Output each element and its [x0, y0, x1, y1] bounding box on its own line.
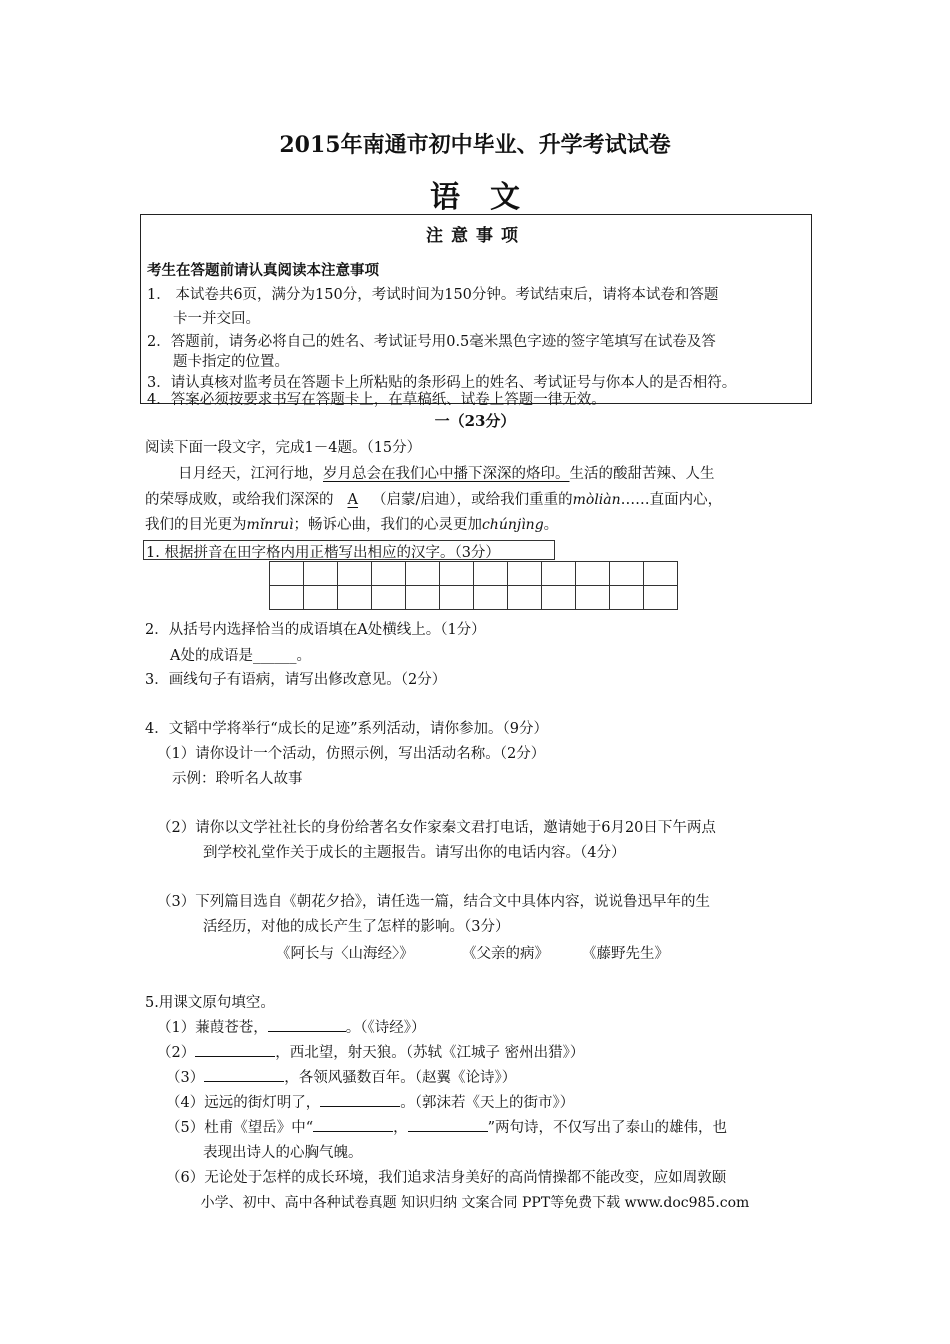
grid-row	[270, 586, 678, 610]
passage-line-3	[145, 513, 558, 534]
q5-text: （4）远远的街灯明了，	[166, 1095, 321, 1111]
fill-blank[interactable]	[408, 1117, 488, 1132]
question-5-3	[166, 1066, 516, 1087]
character-grid	[269, 561, 678, 610]
grid-cell[interactable]	[644, 586, 678, 610]
subject-title: 语文	[430, 180, 550, 215]
grid-cell[interactable]	[610, 586, 644, 610]
question-2-answer-line: A处的成语是______。	[170, 648, 311, 664]
grid-cell[interactable]	[508, 562, 542, 586]
passage-text: 。	[543, 517, 559, 533]
passage-text: （启蒙/启迪），或给我们重重的	[371, 492, 573, 508]
underlined-sentence: 岁月总会在我们心中播下深深的烙印。	[323, 466, 570, 482]
passage-text: 生活的酸甜苦辣、人生	[569, 466, 715, 482]
grid-cell[interactable]	[474, 562, 508, 586]
passage-line-1	[178, 462, 715, 483]
grid-cell[interactable]	[372, 562, 406, 586]
question-4-3-cont: 活经历，对他的成长产生了怎样的影响。（3分）	[203, 919, 510, 935]
question-4-1: （1）请你设计一个活动，仿照示例，写出活动名称。（2分）	[157, 746, 546, 762]
passage-text: 我们的目光更为	[145, 517, 247, 533]
grid-row	[270, 562, 678, 586]
grid-cell[interactable]	[576, 562, 610, 586]
passage-text: ；畅诉心曲，我们的心灵更加	[293, 517, 482, 533]
question-4-2-cont: 到学校礼堂作关于成长的主题报告。请写出你的电话内容。（4分）	[203, 845, 626, 861]
grid-cell[interactable]	[474, 586, 508, 610]
blank-a: A	[347, 492, 358, 508]
q5-text: ”两句诗，不仅写出了泰山的雄伟，也	[487, 1120, 728, 1136]
grid-cell[interactable]	[372, 586, 406, 610]
notice-item-4: 4．答案必须按要求书写在答题卡上，在草稿纸、试卷上答题一律无效。	[147, 392, 606, 408]
title-option-3: 《藤野先生》	[582, 946, 669, 962]
grid-cell[interactable]	[610, 562, 644, 586]
page-footer: 小学、初中、高中各种试卷真题 知识归纳 文案合同 PPT等免费下载 www.doc985.com	[200, 1195, 750, 1211]
pinyin-chunjing: chúnjìng	[481, 517, 544, 533]
q5-text: 。（郭沫若《天上的街市》）	[400, 1095, 575, 1111]
question-5: 5.用课文原句填空。	[145, 995, 275, 1011]
notice-item-3: 3．请认真核对监考员在答题卡上所粘贴的条形码上的姓名、考试证号与你本人的是否相符。	[147, 375, 737, 391]
q5-text: ，西北望，射天狼。（苏轼《江城子 密州出猎》）	[275, 1045, 585, 1061]
grid-cell[interactable]	[576, 586, 610, 610]
passage-text: 日月经天，江河行地，	[178, 466, 323, 482]
grid-cell[interactable]	[644, 562, 678, 586]
title-option-1: 《阿长与〈山海经〉》	[276, 946, 414, 962]
grid-cell[interactable]	[338, 562, 372, 586]
question-5-5-cont: 表现出诗人的心胸气魄。	[203, 1145, 363, 1161]
question-4-1-example: 示例：聆听名人故事	[172, 771, 303, 787]
fill-blank[interactable]	[204, 1067, 284, 1082]
section-heading: 一（23分）	[434, 412, 516, 430]
q5-text: （3）	[166, 1070, 205, 1086]
notice-item-1-cont: 卡一并交回。	[173, 311, 260, 327]
pinyin-moliàn: mòliàn	[572, 492, 621, 508]
notice-item-2: 2．答题前，请务必将自己的姓名、考试证号用0.5毫米黑色字迹的签字笔填写在试卷及答	[147, 334, 716, 350]
fill-blank[interactable]	[195, 1042, 275, 1057]
q5-text: （2）	[157, 1045, 196, 1061]
question-4-2: （2）请你以文学社社长的身份给著名女作家秦文君打电话，邀请她于6月20日下午两点	[157, 820, 716, 836]
reading-instruction: 阅读下面一段文字，完成1－4题。（15分）	[145, 440, 422, 456]
question-4-3: （3）下列篇目选自《朝花夕拾》，请任选一篇，结合文中具体内容，说说鲁迅早年的生	[157, 894, 710, 910]
q5-text: ，	[393, 1120, 408, 1136]
q5-text: 。（《诗经》）	[345, 1020, 426, 1036]
notice-item-2-cont: 题卡指定的位置。	[173, 354, 289, 370]
notice-box	[140, 214, 812, 408]
pinyin-minrui: mǐnruì	[246, 517, 294, 533]
fill-blank[interactable]	[268, 1017, 346, 1032]
passage-text: ……直面内心，	[620, 492, 723, 508]
exam-title: 2015年南通市初中毕业、升学考试试卷	[279, 132, 671, 158]
grid-cell[interactable]	[304, 562, 338, 586]
grid-cell[interactable]	[440, 586, 474, 610]
title-option-2: 《父亲的病》	[462, 946, 549, 962]
question-5-6: （6）无论处于怎样的成长环境，我们追求洁身美好的高尚情操都不能改变，应如周敦颐	[166, 1170, 727, 1186]
grid-cell[interactable]	[508, 586, 542, 610]
question-5-5	[166, 1116, 727, 1137]
grid-cell[interactable]	[270, 586, 304, 610]
grid-cell[interactable]	[304, 586, 338, 610]
question-3: 3．画线句子有语病，请写出修改意见。（2分）	[145, 672, 447, 688]
fill-blank[interactable]	[313, 1117, 393, 1132]
notice-heading: 注意事项	[426, 226, 526, 246]
passage-text: 的荣辱成败，或给我们深深的	[145, 492, 334, 508]
passage-line-2	[145, 488, 722, 509]
question-5-2	[157, 1041, 584, 1062]
grid-cell[interactable]	[440, 562, 474, 586]
notice-item-1: 1． 本试卷共6页，满分为150分，考试时间为150分钟。考试结束后，请将本试卷和答题	[147, 287, 719, 303]
q5-text: （5）杜甫《望岳》中“	[166, 1120, 314, 1136]
grid-cell[interactable]	[542, 586, 576, 610]
grid-cell[interactable]	[406, 586, 440, 610]
question-5-1	[157, 1016, 425, 1037]
grid-cell[interactable]	[270, 562, 304, 586]
question-5-4	[166, 1091, 574, 1112]
grid-cell[interactable]	[542, 562, 576, 586]
question-1: 1. 根据拼音在田字格内用正楷写出相应的汉字。（3分）	[146, 545, 500, 561]
fill-blank[interactable]	[320, 1092, 400, 1107]
notice-intro: 考生在答题前请认真阅读本注意事项	[147, 262, 379, 279]
q5-text: ，各领风骚数百年。（赵翼《论诗》）	[284, 1070, 517, 1086]
q5-text: （1）蒹葭苍苍，	[157, 1020, 268, 1036]
question-2: 2．从括号内选择恰当的成语填在A处横线上。（1分）	[145, 622, 486, 638]
grid-cell[interactable]	[338, 586, 372, 610]
question-4: 4．文韬中学将举行“成长的足迹”系列活动，请你参加。（9分）	[145, 721, 549, 737]
grid-cell[interactable]	[406, 562, 440, 586]
